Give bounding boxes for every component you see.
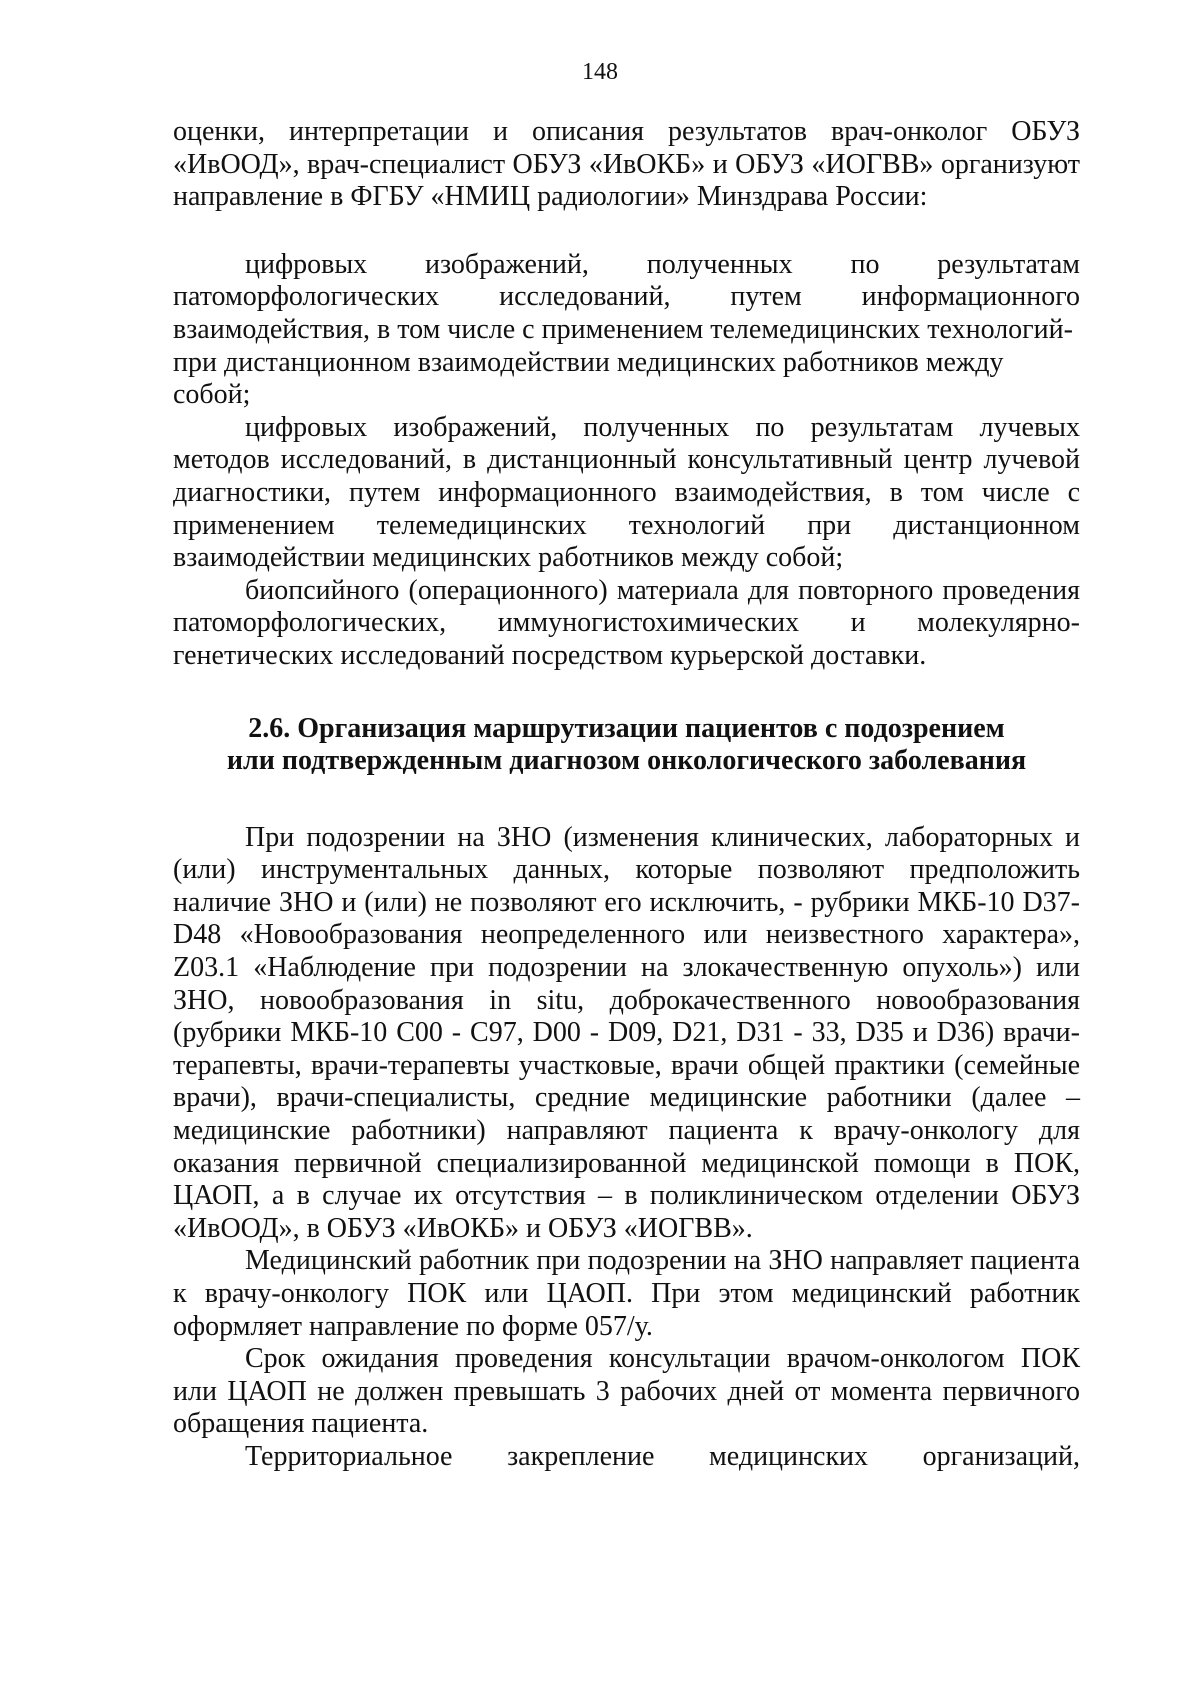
paragraph-referral-form: Медицинский работник при подозрении на ЗНО направляет пациента к врачу-онкологу ПОК или ЦАОП. При этом медицинский работник оформляет направление по форме 057/у. xyxy=(173,1245,1080,1342)
section-heading xyxy=(173,713,1080,778)
page-number: 148 xyxy=(582,59,618,85)
paragraph-pathomorphology-images: цифровых изображений, полученных по результатам патоморфологических исследований, путем информационного взаимодействия, в том числе с применением телемедицинских технологий- xyxy=(173,248,1080,345)
section-heading-line-2: или подтвержденным диагнозом онкологического заболевания xyxy=(226,745,1027,777)
paragraph-intro: оценки, интерпретации и описания результатов врач-онколог ОБУЗ «ИвООД», врач-специалист ОБУЗ «ИвОКБ» и ОБУЗ «ИОГВВ» организуют направление в ФГБУ «НМИЦ радиологии» Минздрава России: xyxy=(173,116,1080,213)
document-body xyxy=(173,116,1080,1474)
section-heading-line-1: 2.6. Организация маршрутизации пациентов с подозрением xyxy=(248,712,1005,744)
paragraph-remote-interaction: при дистанционном взаимодействии медицинских работников между собой; xyxy=(173,346,1004,411)
paragraph-suspicion-routing: При подозрении на ЗНО (изменения клинических, лабораторных и (или) инструментальных данных, которые позволяют предположить наличие ЗНО и (или) не позволяют его исключить, - рубрики МКБ-10 D37-D48 «Новообразования неопределенного или неизвестного характера», Z03.1 «Наблюдение при подозрении на злокачественную опухоль») или ЗНО, новообразования in situ, доброкачественного новообразования (рубрики МКБ-10 С00 - С97, D00 - D09, D21, D31 - 33, D35 и D36) врачи-терапевты, врачи-терапевты участковые, врачи общей практики (семейные врачи), врачи-специалисты, средние медицинские работники (далее – медицинские работники) направляют пациента к врачу-онкологу для оказания первичной специализированной медицинской помощи в ПОК, ЦАОП, а в случае их отсутствия – в поликлиническом отделении ОБУЗ «ИвООД», в ОБУЗ «ИвОКБ» и ОБУЗ «ИОГВВ». xyxy=(173,821,1080,1244)
paragraph-waiting-period: Срок ожидания проведения консультации врачом-онкологом ПОК или ЦАОП не должен превышать 3 рабочих дней от момента первичного обращения пациента. xyxy=(173,1343,1080,1440)
paragraph-territorial-assignment: Территориальное закрепление медицинских организаций, xyxy=(245,1440,1080,1472)
paragraph-biopsy-material: биопсийного (операционного) материала для повторного проведения патоморфологических, иммуногистохимических и молекулярно-генетических исследований посредством курьерской доставки. xyxy=(173,574,1080,671)
paragraph-radiology-images: цифровых изображений, полученных по результатам лучевых методов исследований, в дистанционный консультативный центр лучевой диагностики, путем информационного взаимодействия, в том числе с применением телемедицинских технологий при дистанционном взаимодействии медицинских работников между собой; xyxy=(173,411,1080,574)
